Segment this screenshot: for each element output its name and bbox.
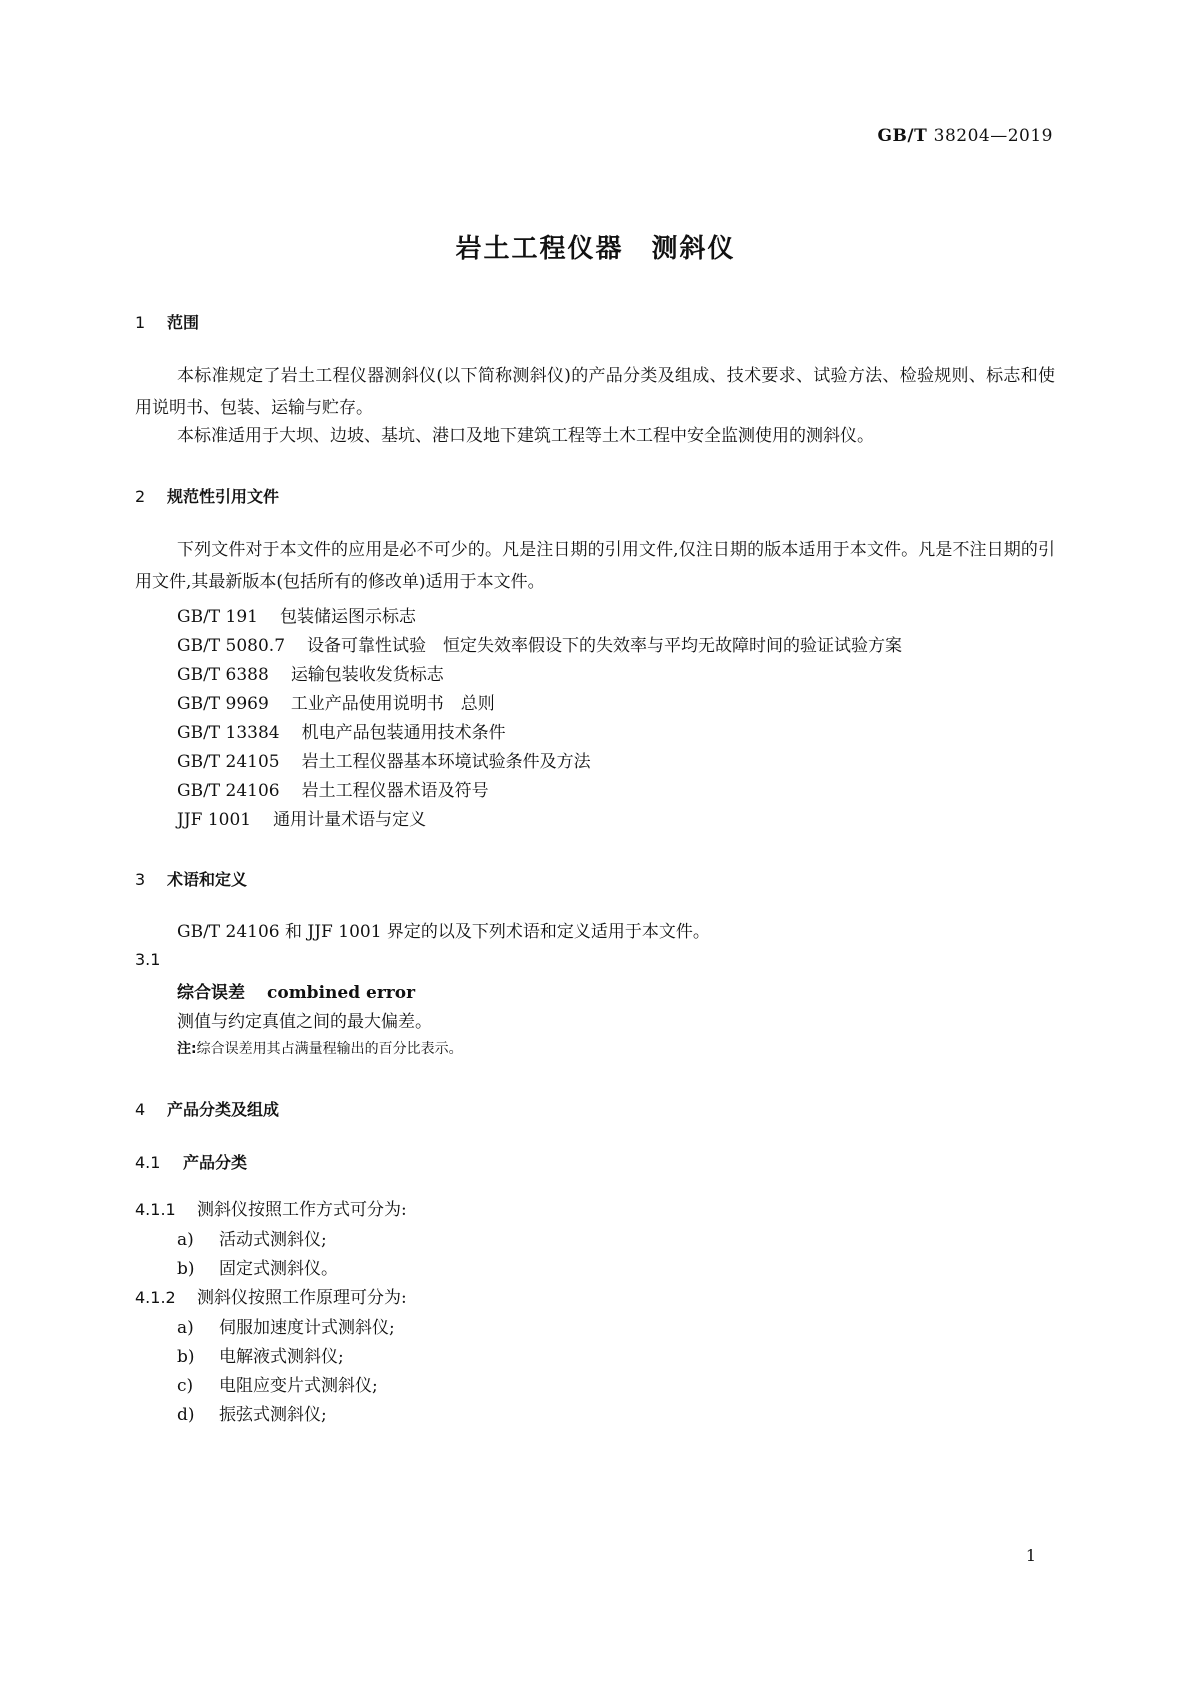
clause-number: 4.1.1 <box>135 1200 176 1219</box>
reference-code: JJF 1001 <box>177 810 252 830</box>
subsection-4-1-heading <box>135 1150 247 1173</box>
reference-code: GB/T 6388 <box>177 665 269 685</box>
reference-item <box>177 660 444 685</box>
reference-title: 机电产品包装通用技术条件 <box>301 723 506 743</box>
reference-item <box>177 805 426 830</box>
list-text: 活动式测斜仪; <box>219 1230 327 1250</box>
reference-code: GB/T 5080.7 <box>177 636 286 656</box>
section-title: 范围 <box>167 313 200 332</box>
list-marker: d) <box>177 1405 195 1425</box>
list-text: 伺服加速度计式测斜仪; <box>219 1318 395 1338</box>
section-number: 4 <box>135 1100 146 1119</box>
term-number: 3.1 <box>135 950 161 969</box>
reference-code: GB/T 13384 <box>177 723 280 743</box>
section-3-heading <box>135 867 247 890</box>
term-chinese: 综合误差 <box>177 983 245 1003</box>
note <box>177 1038 463 1058</box>
term-entry <box>177 978 415 1003</box>
list-marker: a) <box>177 1318 194 1338</box>
note-text: 综合误差用其占满量程输出的百分比表示。 <box>196 1041 463 1057</box>
section-title: 规范性引用文件 <box>167 487 280 506</box>
document-title: 岩土工程仪器 测斜仪 <box>455 234 736 264</box>
note-label: 注: <box>177 1041 197 1057</box>
term-definition: 测值与约定真值之间的最大偏差。 <box>177 1012 432 1032</box>
list-text: 电阻应变片式测斜仪; <box>219 1376 378 1396</box>
section-title: 产品分类及组成 <box>167 1100 280 1119</box>
paragraph: 本标准规定了岩土工程仪器测斜仪(以下简称测斜仪)的产品分类及组成、技术要求、试验方法、检验规则、标志和使用说明书、包装、运输与贮存。 <box>135 366 1055 418</box>
reference-item <box>177 718 506 743</box>
clause-text: 测斜仪按照工作原理可分为: <box>197 1288 407 1308</box>
reference-code: GB/T 24105 <box>177 752 280 772</box>
list-item <box>177 1342 344 1367</box>
section-number: 2 <box>135 487 146 506</box>
list-text: 电解液式测斜仪; <box>219 1347 344 1367</box>
reference-title: 设备可靠性试验 恒定失效率假设下的失效率与平均无故障时间的验证试验方案 <box>307 636 903 656</box>
list-item <box>177 1225 327 1250</box>
reference-code: GB/T 191 <box>177 607 258 627</box>
section-4-heading <box>135 1097 279 1120</box>
paragraph: 本标准适用于大坝、边坡、基坑、港口及地下建筑工程等土木工程中安全监测使用的测斜仪。 <box>177 426 874 446</box>
clause-4-1-1 <box>135 1195 407 1220</box>
reference-code: GB/T 24106 <box>177 781 280 801</box>
reference-title: 工业产品使用说明书 总则 <box>290 694 495 714</box>
clause-4-1-2 <box>135 1283 407 1308</box>
subsection-title: 产品分类 <box>183 1153 248 1172</box>
reference-title: 运输包装收发货标志 <box>290 665 444 685</box>
page-number: 1 <box>1025 1546 1036 1565</box>
list-marker: b) <box>177 1347 195 1367</box>
subsection-number: 4.1 <box>135 1153 161 1172</box>
list-marker: a) <box>177 1230 194 1250</box>
standard-code <box>877 126 1053 146</box>
reference-item <box>177 631 902 656</box>
reference-title: 包装储运图示标志 <box>280 607 416 627</box>
section-1-heading <box>135 310 199 333</box>
section-title: 术语和定义 <box>167 870 248 889</box>
paragraph: 下列文件对于本文件的应用是必不可少的。凡是注日期的引用文件,仅注日期的版本适用于本文件。凡是不注日期的引用文件,其最新版本(包括所有的修改单)适用于本文件。 <box>135 540 1055 592</box>
reference-title: 通用计量术语与定义 <box>273 810 427 830</box>
reference-item <box>177 776 489 801</box>
reference-item <box>177 689 495 714</box>
list-marker: c) <box>177 1376 194 1396</box>
reference-title: 岩土工程仪器基本环境试验条件及方法 <box>301 752 591 772</box>
clause-text: 测斜仪按照工作方式可分为: <box>197 1200 407 1220</box>
standard-code-prefix: GB/T <box>877 126 928 146</box>
clause-number: 4.1.2 <box>135 1288 176 1307</box>
reference-item <box>177 747 591 772</box>
section-number: 1 <box>135 313 146 332</box>
list-marker: b) <box>177 1259 195 1279</box>
standard-code-number: 38204—2019 <box>933 126 1053 146</box>
list-item <box>177 1371 378 1396</box>
reference-item <box>177 602 416 627</box>
list-text: 振弦式测斜仪; <box>219 1405 327 1425</box>
list-item <box>177 1400 327 1425</box>
reference-title: 岩土工程仪器术语及符号 <box>301 781 489 801</box>
section-number: 3 <box>135 870 146 889</box>
reference-code: GB/T 9969 <box>177 694 269 714</box>
section-2-heading <box>135 484 279 507</box>
list-item <box>177 1254 338 1279</box>
term-english: combined error <box>267 983 416 1003</box>
list-item <box>177 1313 395 1338</box>
paragraph: GB/T 24106 和 JJF 1001 界定的以及下列术语和定义适用于本文件。 <box>177 922 710 942</box>
list-text: 固定式测斜仪。 <box>219 1259 338 1279</box>
